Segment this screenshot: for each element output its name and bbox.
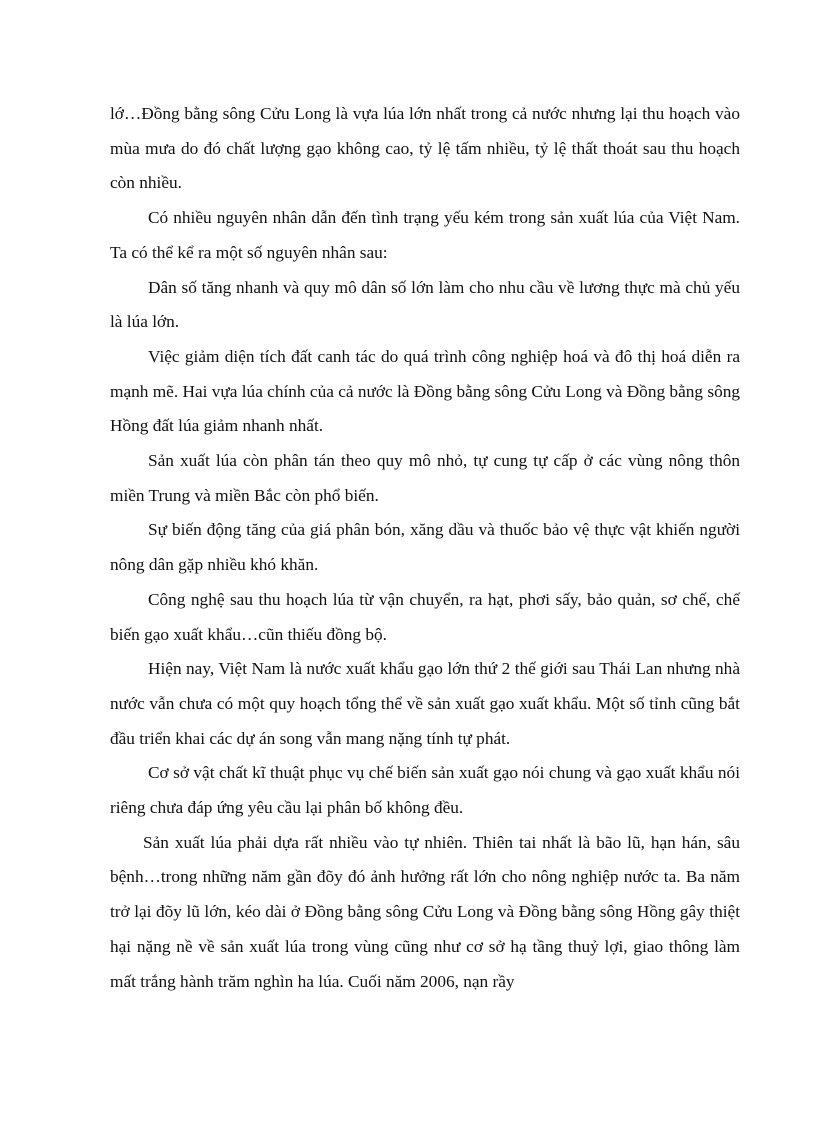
paragraph-causes-intro: Có nhiều nguyên nhân dẫn đến tình trạng yếu kém trong sản xuất lúa của Việt Nam. Ta có thể kể ra một số nguyên nhân sau: [110, 208, 740, 262]
paragraph-population: Dân số tăng nhanh và quy mô dân số lớn làm cho nhu cầu về lương thực mà chủ yếu là lúa lớn. [110, 277, 740, 332]
paragraph-land-reduction: Việc giảm diện tích đất canh tác do quá trình công nghiệp hoá và đô thị hoá diễn ra mạnh mẽ. Hai vựa lúa chính của cả nước là Đồng bằng sông Cửu Long và Đồng bằng sông Hồng đất lúa giảm nhanh nhất. [110, 346, 740, 436]
paragraph-natural-disasters: Sản xuất lúa phải dựa rất nhiều vào tự nhiên. Thiên tai nhất là bão lũ, hạn hán, sâu bệnh…trong những năm gần đõy đó ảnh hưởng rất lớn cho nông nghiệp nước ta. Ba năm trở lại đõy lũ lớn, kéo dài ở Đồng bằng sông Cửu Long và Đồng bằng sông Hồng gây thiệt hại nặng nề về sản xuất lúa trong vùng cũng như cơ sở hạ tầng thuỷ lợi, giao thông làm mất trắng hành trăm nghìn ha lúa. Cuối năm 2006, nạn rầy [110, 832, 740, 991]
paragraph-infrastructure: Cơ sở vật chất kĩ thuật phục vụ chế biến sản xuất gạo nói chung và gạo xuất khẩu nói riêng chưa đáp ứng yêu cầu lại phân bố không đều. [110, 763, 740, 818]
paragraph-continuation: lớ…Đồng bằng sông Cửu Long là vựa lúa lớn nhất trong cả nước nhưng lại thu hoạch vào mùa mưa do đó chất lượng gạo không cao, tỷ lệ tấm nhiều, tỷ lệ thất thoát sau thu hoạch còn nhiều. [110, 104, 740, 193]
paragraph-export-planning: Hiện nay, Việt Nam là nước xuất khẩu gạo lớn thứ 2 thế giới sau Thái Lan nhưng nhà nước vẫn chưa có một quy hoạch tổng thể về sản xuất gạo xuất khẩu. Một số tỉnh cũng bắt đầu triển khai các dự án song vẫn mang nặng tính tự phát. [110, 659, 740, 748]
paragraph-small-scale: Sản xuất lúa còn phân tán theo quy mô nhỏ, tự cung tự cấp ở các vùng nông thôn miền Trung và miền Bắc còn phổ biến. [110, 451, 740, 505]
document-body [110, 97, 740, 999]
paragraph-input-prices: Sự biến động tăng của giá phân bón, xăng dầu và thuốc bảo vệ thực vật khiến người nông dân gặp nhiều khó khăn. [110, 520, 740, 575]
paragraph-post-harvest: Công nghệ sau thu hoạch lúa từ vận chuyển, ra hạt, phơi sấy, bảo quản, sơ chế, chế biến gạo xuất khẩu…cũn thiếu đồng bộ. [110, 589, 740, 644]
